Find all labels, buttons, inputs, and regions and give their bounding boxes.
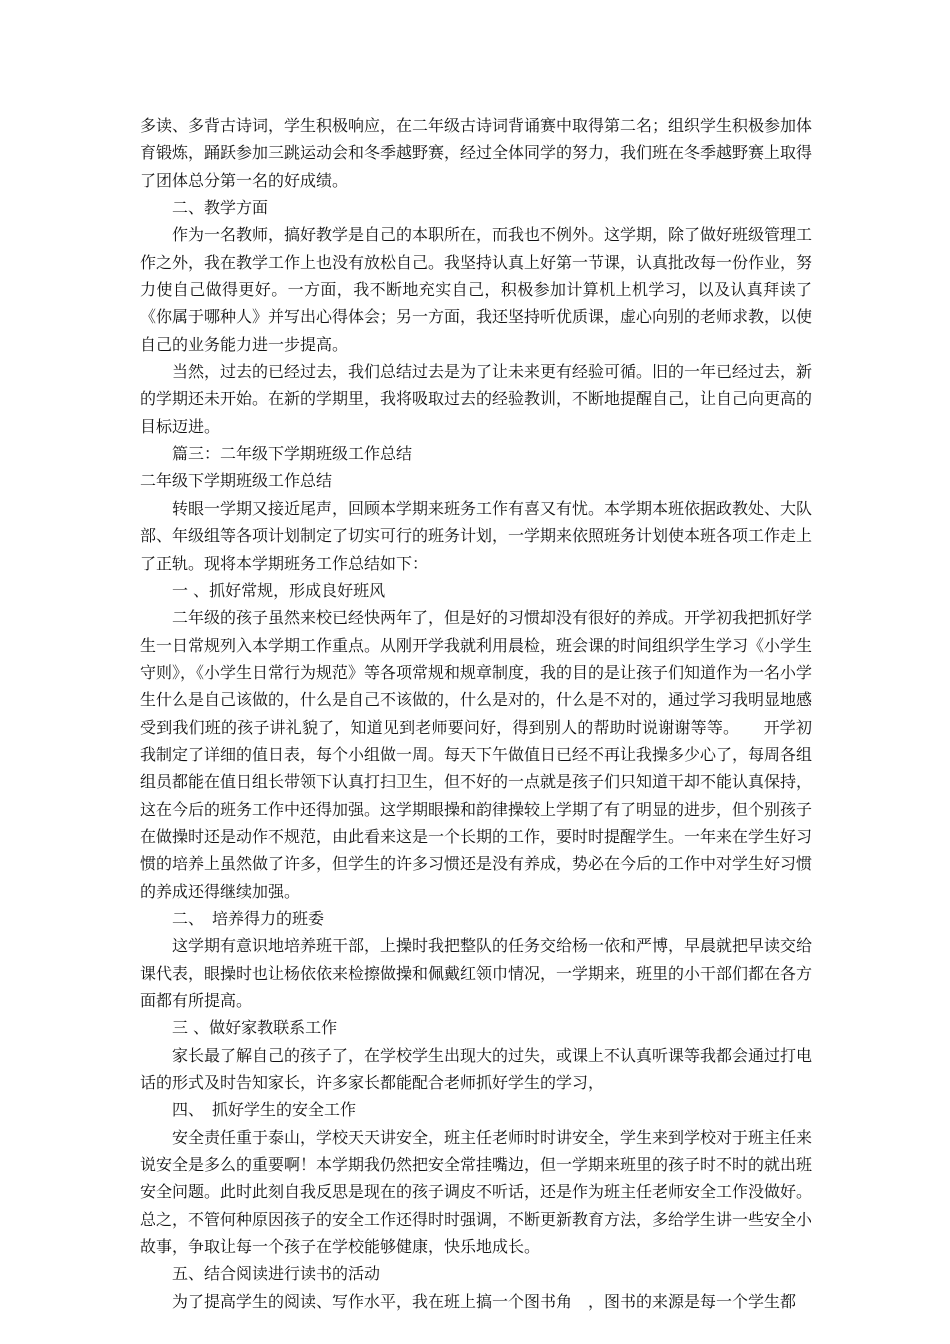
section-heading-teaching: 二、教学方面: [172, 198, 269, 218]
paragraph: 转眼一学期又接近尾声，回顾本学期来班务工作有喜又有忧。本学期本班依据政教处、大队部、年级组等各项计划制定了切实可行的班务计划，一学期来依照班务计划使本班各项工作走上了正轨。现将本学期班务工作总结如下：: [140, 498, 813, 573]
section-heading-reading: 五、结合阅读进行读书的活动: [172, 1264, 381, 1284]
paragraph: 为了提高学生的阅读、写作水平，我在班上搞一个图书角 ，图书的来源是每一个学生都: [172, 1291, 797, 1311]
section-heading-safety: 四、 抓好学生的安全工作: [172, 1100, 357, 1120]
section-heading-routine: 一 、抓好常规，形成良好班风: [172, 580, 386, 600]
paragraph: 这学期有意识地培养班干部，上操时我把整队的任务交给杨一依和严博，早晨就把早读交给课代表，眼操时也让杨依依来检擦做操和佩戴红领巾情况，一学期来，班里的小干部们都在各方面都有所提高。: [140, 936, 813, 1010]
paragraph: 作为一名教师，搞好教学是自己的本职所在，而我也不例外。这学期，除了做好班级管理工作之外，我在教学工作上也没有放松自己。我坚持认真上好第一节课，认真批改每一份作业，努力使自己做得更好。一方面，我不断地充实自己，积极参加计算机上机学习，以及认真拜读了《你属于哪种人》并写出心得体会；另一方面，我还坚持听优质课，虚心向别的老师求教，以使自己的业务能力进一步提高。: [140, 225, 813, 354]
paragraph: 二年级的孩子虽然来校已经快两年了，但是好的习惯却没有很好的养成。开学初我把抓好学生一日常规列入本学期工作重点。从刚开学我就利用晨检，班会课的时间组织学生学习《小学生守则》，《小学生日常行为规范》等各项常规和规章制度，我的目的是让孩子们知道作为一名小学生什么是自己该做的，什么是自己不该做的，什么是对的，什么是不对的，通过学习我明显地感受到我们班的孩子讲礼貌了，知道见到老师要问好，得到别人的帮助时说谢谢等等。 开学初我制定了详细的值日表，每个小组做一周。每天下午做值日已经不再让我操多少心了，每周各组组员都能在值日组长带领下认真打扫卫生，但不好的一点就是孩子们只知道干却不能认真保持，这在今后的班务工作中还得加强。这学期眼操和韵律操较上学期了有了明显的进步，但个别孩子在做操时还是动作不规范，由此看来这是一个长期的工作，要时时提醒学生。一年来在学生好习惯的培养上虽然做了许多，但学生的许多习惯还是没有养成，势必在今后的工作中对学生好习惯的养成还得继续加强。: [140, 608, 813, 901]
article-title: 二年级下学期班级工作总结: [140, 471, 333, 491]
paragraph: 安全责任重于泰山，学校天天讲安全，班主任老师时时讲安全，学生来到学校对于班主任来说安全是多么的重要啊！本学期我仍然把安全常挂嘴边，但一学期来班里的孩子时不时的就出班安全问题。此时此刻自我反思是现在的孩子调皮不听话，还是作为班主任老师安全工作没做好。总之，不管何种原因孩子的安全工作还得时时强调，不断更新教育方法，多给学生讲一些安全小故事，争取让每一个孩子在学校能够健康，快乐地成长。: [140, 1127, 813, 1257]
document-body: [140, 112, 812, 1315]
paragraph: 家长最了解自己的孩子了，在学校学生出现大的过失，或课上不认真听课等我都会通过打电话的形式及时告知家长，许多家长都能配合老师抓好学生的学习，: [140, 1045, 813, 1093]
paragraph: 多读、多背古诗词，学生积极响应，在二年级古诗词背诵赛中取得第二名；组织学生积极参加体育锻炼，踊跃参加三跳运动会和冬季越野赛，经过全体同学的努力，我们班在冬季越野赛上取得了团体总分第一名的好成绩。: [140, 116, 813, 190]
paragraph: 当然，过去的已经过去，我们总结过去是为了让未来更有经验可循。旧的一年已经过去，新的学期还未开始。在新的学期里，我将吸取过去的经验教训，不断地提醒自己，让自己向更高的目标迈进。: [140, 362, 813, 436]
section-heading-class-committee: 二、 培养得力的班委: [172, 908, 325, 928]
section-heading-family-contact: 三 、做好家教联系工作: [172, 1018, 338, 1038]
article-heading: 篇三：二年级下学期班级工作总结: [172, 444, 413, 464]
